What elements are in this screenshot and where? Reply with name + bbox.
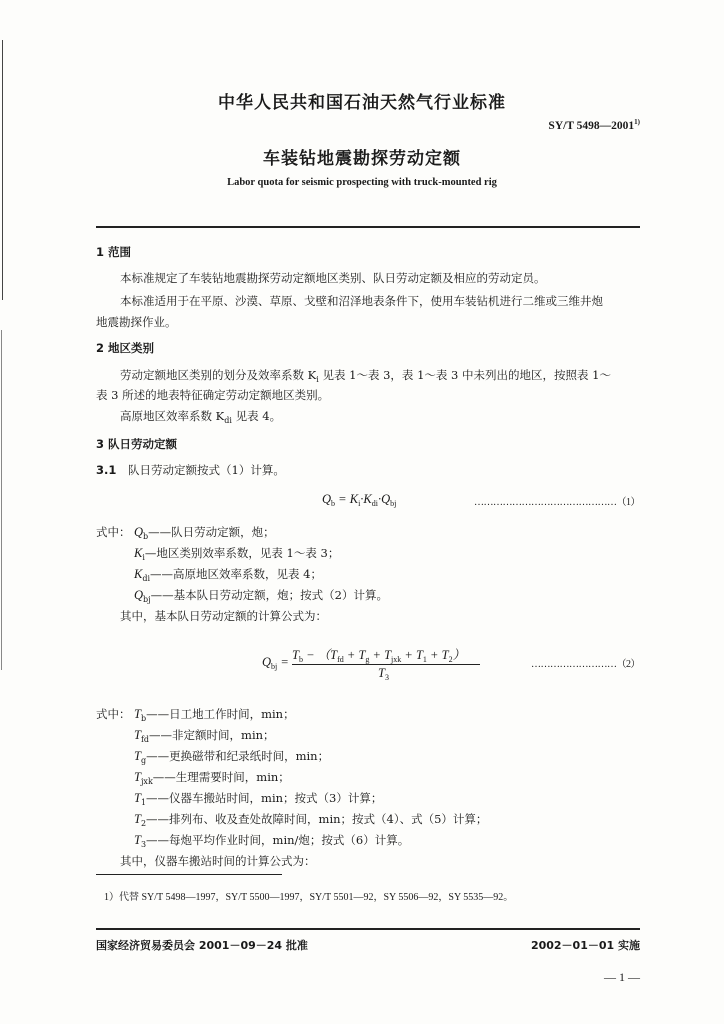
document-title: 车装钻地震勘探劳动定额 <box>263 149 461 169</box>
scan-edge-mark <box>1 330 2 670</box>
section-2-paragraph-1-line-1: 劳动定额地区类别的划分及效率系数 $K_i$ 见表 1～表 3，表 1～表 3 中未列出的地区，按照表 1～ <box>120 368 611 384</box>
formula-2-fraction-bar <box>292 664 480 665</box>
defs2-prefix: 式中： <box>96 707 131 721</box>
formula-2-denominator: $T_3$ <box>378 666 389 682</box>
industry-standard-heading: 中华人民共和国石油天然气行业标准 <box>218 93 506 113</box>
formula-1: $Q_b = K_i\cdot K_{di}\cdot Q_{bj}$ <box>322 492 397 508</box>
def-tjxk: $T_{jxk}——$生理需要时间，min； <box>134 770 290 786</box>
def-qb: $Q_b——$队日劳动定额，炮； <box>134 525 275 541</box>
section-3-1-text: 队日劳动定额按式（1）计算。 <box>128 463 285 477</box>
footer-divider <box>96 928 640 930</box>
def-t2: $T_2——$排列布、收及查处故障时间，min；按式（4）、式（5）计算； <box>134 812 488 828</box>
footnote: 1）代替 SY/T 5498—1997，SY/T 5500—1997，SY/T 5501—92，SY 5506—92，SY 5535—92。 <box>104 892 514 903</box>
page-number: — 1 — <box>604 970 640 984</box>
def-ki: $K_i—$地区类别效率系数，见表 1～表 3； <box>134 546 340 562</box>
section-1-paragraph-1: 本标准规定了车装钻地震勘探劳动定额地区类别、队日劳动定额及相应的劳动定员。 <box>120 271 546 285</box>
section-3-1-number: 3.1 <box>96 463 117 477</box>
scan-edge-mark <box>2 40 3 300</box>
header-divider <box>96 226 640 228</box>
formula-2-numerator: $T_b - (T_{fd} + T_g + T_{jxk} + T_1 + T_2)$ <box>292 648 466 664</box>
section-2-heading: 2 地区类别 <box>96 341 155 355</box>
section-3-1 <box>96 462 285 478</box>
code-footnote-mark: 1) <box>634 118 640 126</box>
document-title-english: Labor quota for seismic prospecting with truck-mounted rig <box>227 177 497 188</box>
def-t3: $T_3——$每炮平均作业时间，min/炮；按式（6）计算。 <box>134 833 410 849</box>
defs1-prefix: 式中： <box>96 525 131 539</box>
defs2-after: 其中，仪器车搬站时间的计算公式为： <box>120 854 316 868</box>
def-tg: $T_g——$更换磁带和纪录纸时间，min； <box>134 749 330 765</box>
formula-2-number: ………………………（2） <box>531 659 640 670</box>
approval-date: 国家经济贸易委员会 2001－09－24 批准 <box>96 939 308 952</box>
section-1-heading: 1 范围 <box>96 245 132 259</box>
def-kdi: $K_{di}——$高原地区效率系数，见表 4； <box>134 567 323 583</box>
standard-code: SY/T 5498—2001$^{1)}$ <box>548 118 640 132</box>
def-t1: $T_1——$仪器车搬站时间，min；按式（3）计算； <box>134 791 383 807</box>
def-tb: $T_b——$日工地工作时间，min； <box>134 707 295 723</box>
section-3-heading: 3 队日劳动定额 <box>96 437 178 451</box>
def-qbj: $Q_{bj}——$基本队日劳动定额，炮；按式（2）计算。 <box>134 588 388 604</box>
formula-1-number: ………………………………………（1） <box>474 497 640 508</box>
footnote-divider <box>96 874 282 875</box>
section-1-paragraph-2-line-1: 本标准适用于在平原、沙漠、草原、戈壁和沼泽地表条件下，使用车装钻机进行二维或三维井炮 <box>120 294 603 308</box>
effective-date: 2002－01－01 实施 <box>530 939 640 952</box>
def-tfd: $T_{fd}——$非定额时间，min； <box>134 728 275 744</box>
section-1-paragraph-2-line-2: 地震勘探作业。 <box>96 315 177 329</box>
formula-2-lhs: $Q_{bj}$ = <box>262 655 289 671</box>
section-2-paragraph-1-line-2: 表 3 所述的地表特征确定劳动定额地区类别。 <box>96 388 330 402</box>
defs1-after: 其中，基本队日劳动定额的计算公式为： <box>120 609 327 623</box>
section-2-paragraph-2: 高原地区效率系数 $K_{di}$ 见表 4。 <box>120 409 282 425</box>
